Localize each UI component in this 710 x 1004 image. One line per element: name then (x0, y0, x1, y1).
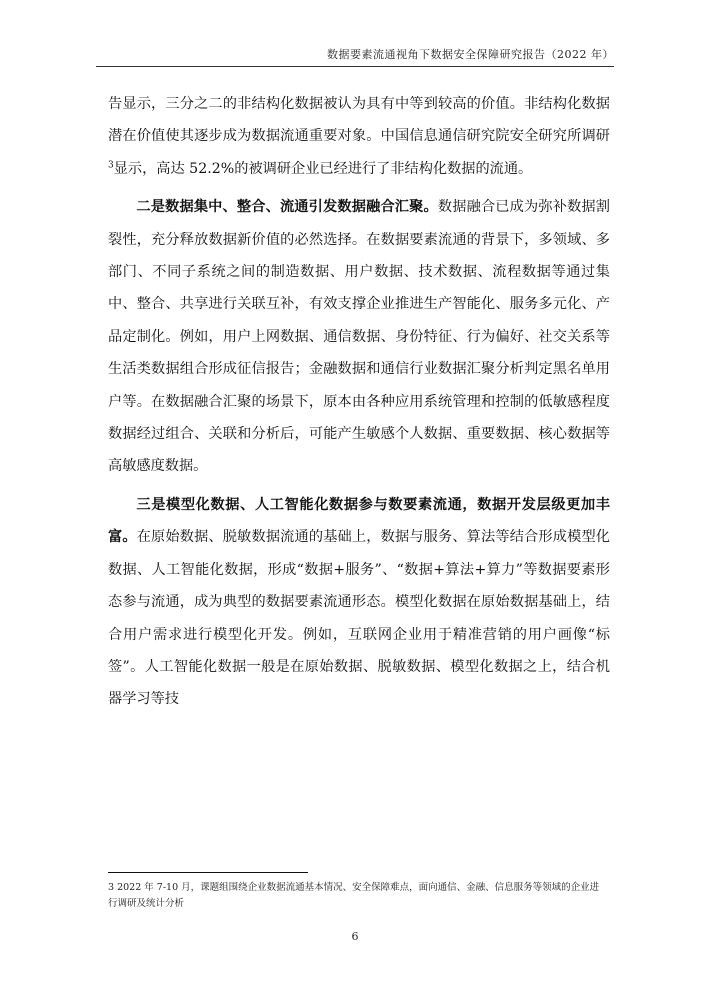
paragraph-3-lead: 三是模型化数据、人工智能化数据参与数要素流通，数据开发层级更加丰富。 (108, 496, 610, 546)
paragraph-2 (108, 191, 610, 483)
running-header: 数据要素流通视角下数据安全保障研究报告（2022 年） (327, 48, 614, 61)
paragraph-1-text-end: 显示，高达 52.2%的被调研企业已经进行了非结构化数据的流通。 (113, 160, 533, 177)
footnote-reference[interactable]: 3 (108, 160, 114, 171)
main-text (108, 88, 610, 722)
paragraph-3 (108, 489, 610, 716)
paragraph-1-text: 告显示，三分之二的非结构化数据被认为具有中等到较高的价值。非结构化数据潜在价值使其逐步成为数据流通重要对象。中国信息通信研究院安全研究所调研 (108, 96, 610, 145)
header-divider (96, 66, 614, 67)
paragraph-1 (108, 88, 610, 185)
page-number: 6 (351, 930, 359, 943)
footnote: 3 2022 年 7-10 月，课题组围绕企业数据流通基本情况、安全保障难点，面向通信、金融、信息服务等领域的企业进行调研及统计分析 (108, 882, 600, 909)
paragraph-2-text: 数据融合已成为弥补数据割裂性，充分释放数据新价值的必然选择。在数据要素流通的背景下，多领域、多部门、不同子系统之间的制造数据、用户数据、技术数据、流程数据等通过集中、整合、共享进行关联互补，有效支撑企业推进生产智能化、服务多元化、产品定制化。例如，用户上网数据、通信数据、身份特征、行为偏好、社交关系等生活类数据组合形成征信报告；金融数据和通信行业数据汇聚分析判定黑名单用户等。在数据融合汇聚的场景下，原本由各种应用系统管理和控制的低敏感程度数据经过组合、关联和分析后，可能产生敏感个人数据、重要数据、核心数据等高敏感度数据。 (108, 199, 610, 475)
paragraph-2-lead: 二是数据集中、整合、流通引发数据融合汇聚。 (136, 199, 438, 216)
footnote-divider (108, 872, 308, 873)
paragraph-3-text: 在原始数据、脱敏数据流通的基础上，数据与服务、算法等结合形成模型化数据、人工智能化数据，形成“数据+服务”、“数据+算法+算力”等数据要素形态参与流通，成为典型的数据要素流通形态。模型化数据在原始数据基础上，结合用户需求进行模型化开发。例如，互联网企业用于精准营销的用户画像“标签”。人工智能化数据一般是在原始数据、脱敏数据、模型化数据之上，结合机器学习等技 (108, 529, 610, 708)
